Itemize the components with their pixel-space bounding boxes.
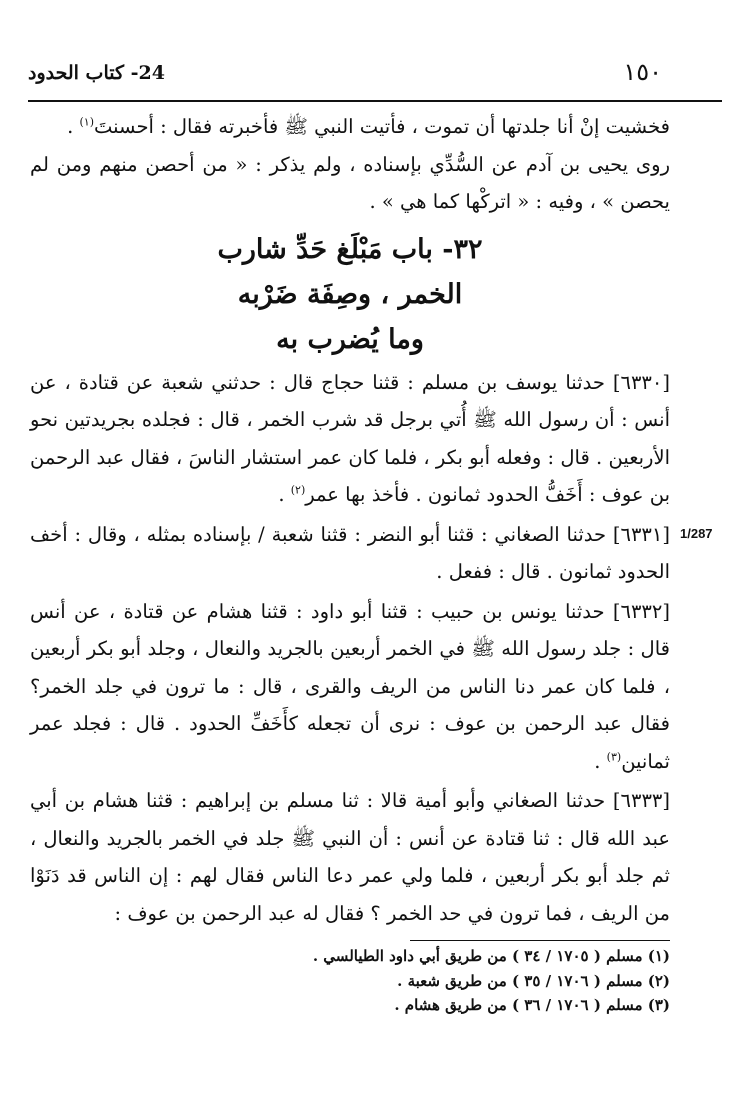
- main-text: [30, 108, 670, 932]
- hadith-6331: [٦٣٣١] حدثنا الصغاني : قثنا أبو النضر : قثنا شعبة / بإسناده بمثله ، وقال : أخف الحدود ثمانون . قال : ففعل .: [30, 522, 670, 583]
- footnote-1: (١) مسلم ( ١٧٠٥ / ٣٤ ) من طريق أبي داود الطيالسي .: [312, 947, 670, 965]
- footnote-ref: (١): [79, 115, 95, 129]
- running-header-title: 24- كتاب الحدود: [28, 62, 165, 84]
- chapter-heading-line-2: الخمر ، وصِفَة ضَرْبه: [237, 278, 463, 310]
- footnote-3: (٣) مسلم ( ١٧٠٦ / ٣٦ ) من طريق هشام .: [394, 996, 670, 1014]
- hadith-6332: [٦٣٣٢] حدثنا يونس بن حبيب : قثنا أبو داود : قثنا هشام عن قتادة ، عن أنس قال : جلد رسول الله ﷺ في الخمر أربعين بالجريد والنعال ، وجلد أبو بكر أربعين ، فلما كان عمر دنا الناس من الريف والقرى ، قال : ما ترون في جلد الخمر؟ فقال عبد الرحمن بن عوف : نرى أن تجعله كأَخَفِّ الحدود . قال : فجلد عمر ثمانين$^{(٣)}$ .: [30, 599, 670, 773]
- footnote-ref: (٢): [290, 483, 306, 497]
- footnote-2: (٢) مسلم ( ١٧٠٦ / ٣٥ ) من طريق شعبة .: [397, 971, 670, 990]
- margin-reference: 1/287: [680, 526, 713, 541]
- footnote-divider: [410, 940, 670, 941]
- chapter-heading-line-1: ٣٢- باب مَبْلَغ حَدِّ شارب: [217, 233, 483, 265]
- paragraph-narration: روى يحيى بن آدم عن السُّدِّي بإسناده ، ولم يذكر : « من أحصن منهم ومن لم يحصن » ، وفيه : « اتركْها كما هي » .: [30, 152, 670, 213]
- header-divider: [28, 100, 722, 102]
- hadith-6333: [٦٣٣٣] حدثنا الصغاني وأبو أمية قالا : ثنا مسلم بن إبراهيم : قثنا هشام بن أبي عبد الله قال : ثنا قتادة عن أنس : أن النبي ﷺ جلد في الخمر بالجريد والنعال ، ثم جلد أبو بكر أربعين ، فلما ولي عمر دعا الناس فقال لهم : إن الناس قد دَنَوْا من الريف ، فما ترون في حد الخمر ؟ فقال له عبد الرحمن بن عوف :: [30, 789, 671, 925]
- page-number: ١٥٠: [623, 58, 662, 86]
- footnotes: [30, 944, 670, 1018]
- footnote-ref: (٣): [606, 750, 622, 763]
- hadith-6330: [٦٣٣٠] حدثنا يوسف بن مسلم : قثنا حجاج قال : حدثني شعبة عن قتادة ، عن أنس : أن رسول الله ﷺ أُتي برجل قد شرب الخمر ، قال : فجلده بجريدتين نحو الأربعين . قال : وفعله أبو بكر ، فلما كان عمر استشار الناسَ ، فقال عبد الرحمن بن عوف : أَخَفُّ الحدود ثمانون . فأخذ بها عمر$^{(٢)}$ .: [30, 370, 670, 506]
- paragraph-continuation: فخشيت إنْ أنا جلدتها أن تموت ، فأتيت النبي ﷺ فأخبرته فقال : أحسنتَ$^{(١)}$ .: [67, 115, 670, 138]
- chapter-heading-line-3: وما يُضرب به: [276, 323, 424, 355]
